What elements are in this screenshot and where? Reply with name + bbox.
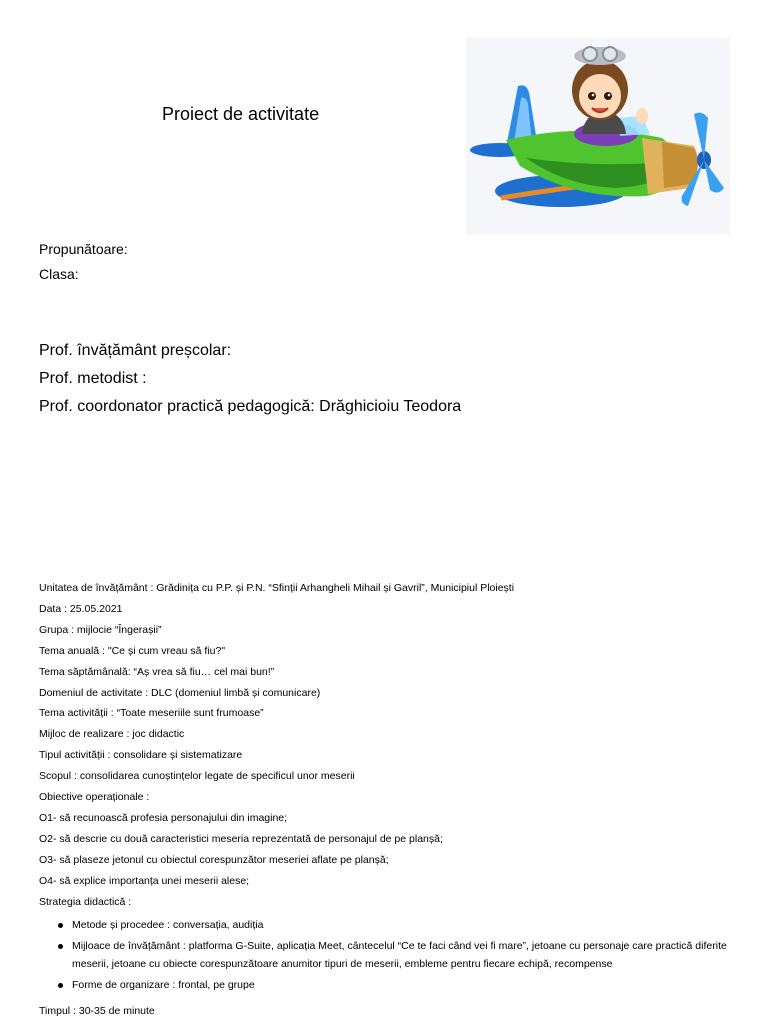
strategy-item-text: Forme de organizare : frontal, pe grupe (72, 979, 255, 991)
timpul-line: Timpul : 30-35 de minute (39, 1004, 155, 1017)
activity-details (39, 578, 739, 1021)
tema-anuala-line: Tema anuală : "Ce și cum vreau să fiu?" (39, 644, 226, 657)
document-title: Proiect de activitate (162, 104, 320, 124)
propunatoare-label: Propunătoare: (39, 241, 128, 257)
tipul-line: Tipul activității : consolidare și sistematizare (39, 749, 243, 762)
prof-metodist-label: Prof. metodist : (39, 370, 147, 387)
strategy-item (72, 977, 739, 995)
objective-o3: O3- să plaseze jetonul cu obiectul corespunzător meseriei aflate pe planșă; (39, 853, 389, 866)
strategy-item (72, 917, 739, 935)
objective-o1: O1- să recunoască profesia personajului din imagine; (39, 811, 288, 824)
professors-block (39, 337, 461, 421)
strategia-label: Strategia didactică : (39, 895, 132, 908)
prof-coordonator-label: Prof. coordonator practică pedagogică: Drăghicioiu Teodora (39, 398, 462, 415)
prof-prescolar-label: Prof. învățământ preșcolar: (39, 342, 232, 359)
bullet-icon (58, 944, 63, 949)
objective-o2: O2- să descrie cu două caracteristici meseria reprezentată de personajul de pe planșă; (39, 832, 443, 845)
strategy-list (39, 917, 739, 995)
obiective-label: Obiective operaționale : (39, 791, 150, 804)
domeniul-line: Domeniul de activitate : DLC (domeniul limbă și comunicare) (39, 686, 321, 699)
grupa-line: Grupa : mijlocie “Îngerașii” (39, 623, 162, 636)
strategy-item-text: Mijloace de învățământ : platforma G-Suite, aplicația Meet, cântecelul “Ce te faci când vei fi mare”, jetoane cu personaje care practică diferite meserii, jetoane cu obiecte corespunzătoare anumitor tipuri de meserii, embleme pentru fiecare echipă, recompense (72, 940, 727, 970)
scopul-line: Scopul : consolidarea cunoștințelor legate de specificul unor meserii (39, 770, 355, 783)
bullet-icon (58, 923, 63, 928)
strategy-item (72, 938, 739, 973)
airplane-pilot-illustration (466, 38, 730, 234)
bullet-icon (58, 983, 63, 988)
mijloc-line: Mijloc de realizare : joc didactic (39, 728, 185, 741)
tema-saptamanala-line: Tema săptămânală: “Aș vrea să fiu… cel mai bun!” (39, 665, 275, 678)
clasa-label: Clasa: (39, 266, 79, 282)
author-block (39, 237, 128, 287)
objective-o4: O4- să explice importanța unei meserii alese; (39, 874, 250, 887)
tema-activitatii-line: Tema activității : “Toate meseriile sunt frumoase” (39, 707, 264, 720)
unitatea-line: Unitatea de învățământ : Grădinița cu P.P. și P.N. “Sfinții Arhangheli Mihail și Gavril”, Municipiul Ploiești (39, 582, 515, 594)
strategy-item-text: Metode și procedee : conversația, audiția (72, 918, 264, 931)
data-line: Data : 25.05.2021 (39, 602, 123, 615)
